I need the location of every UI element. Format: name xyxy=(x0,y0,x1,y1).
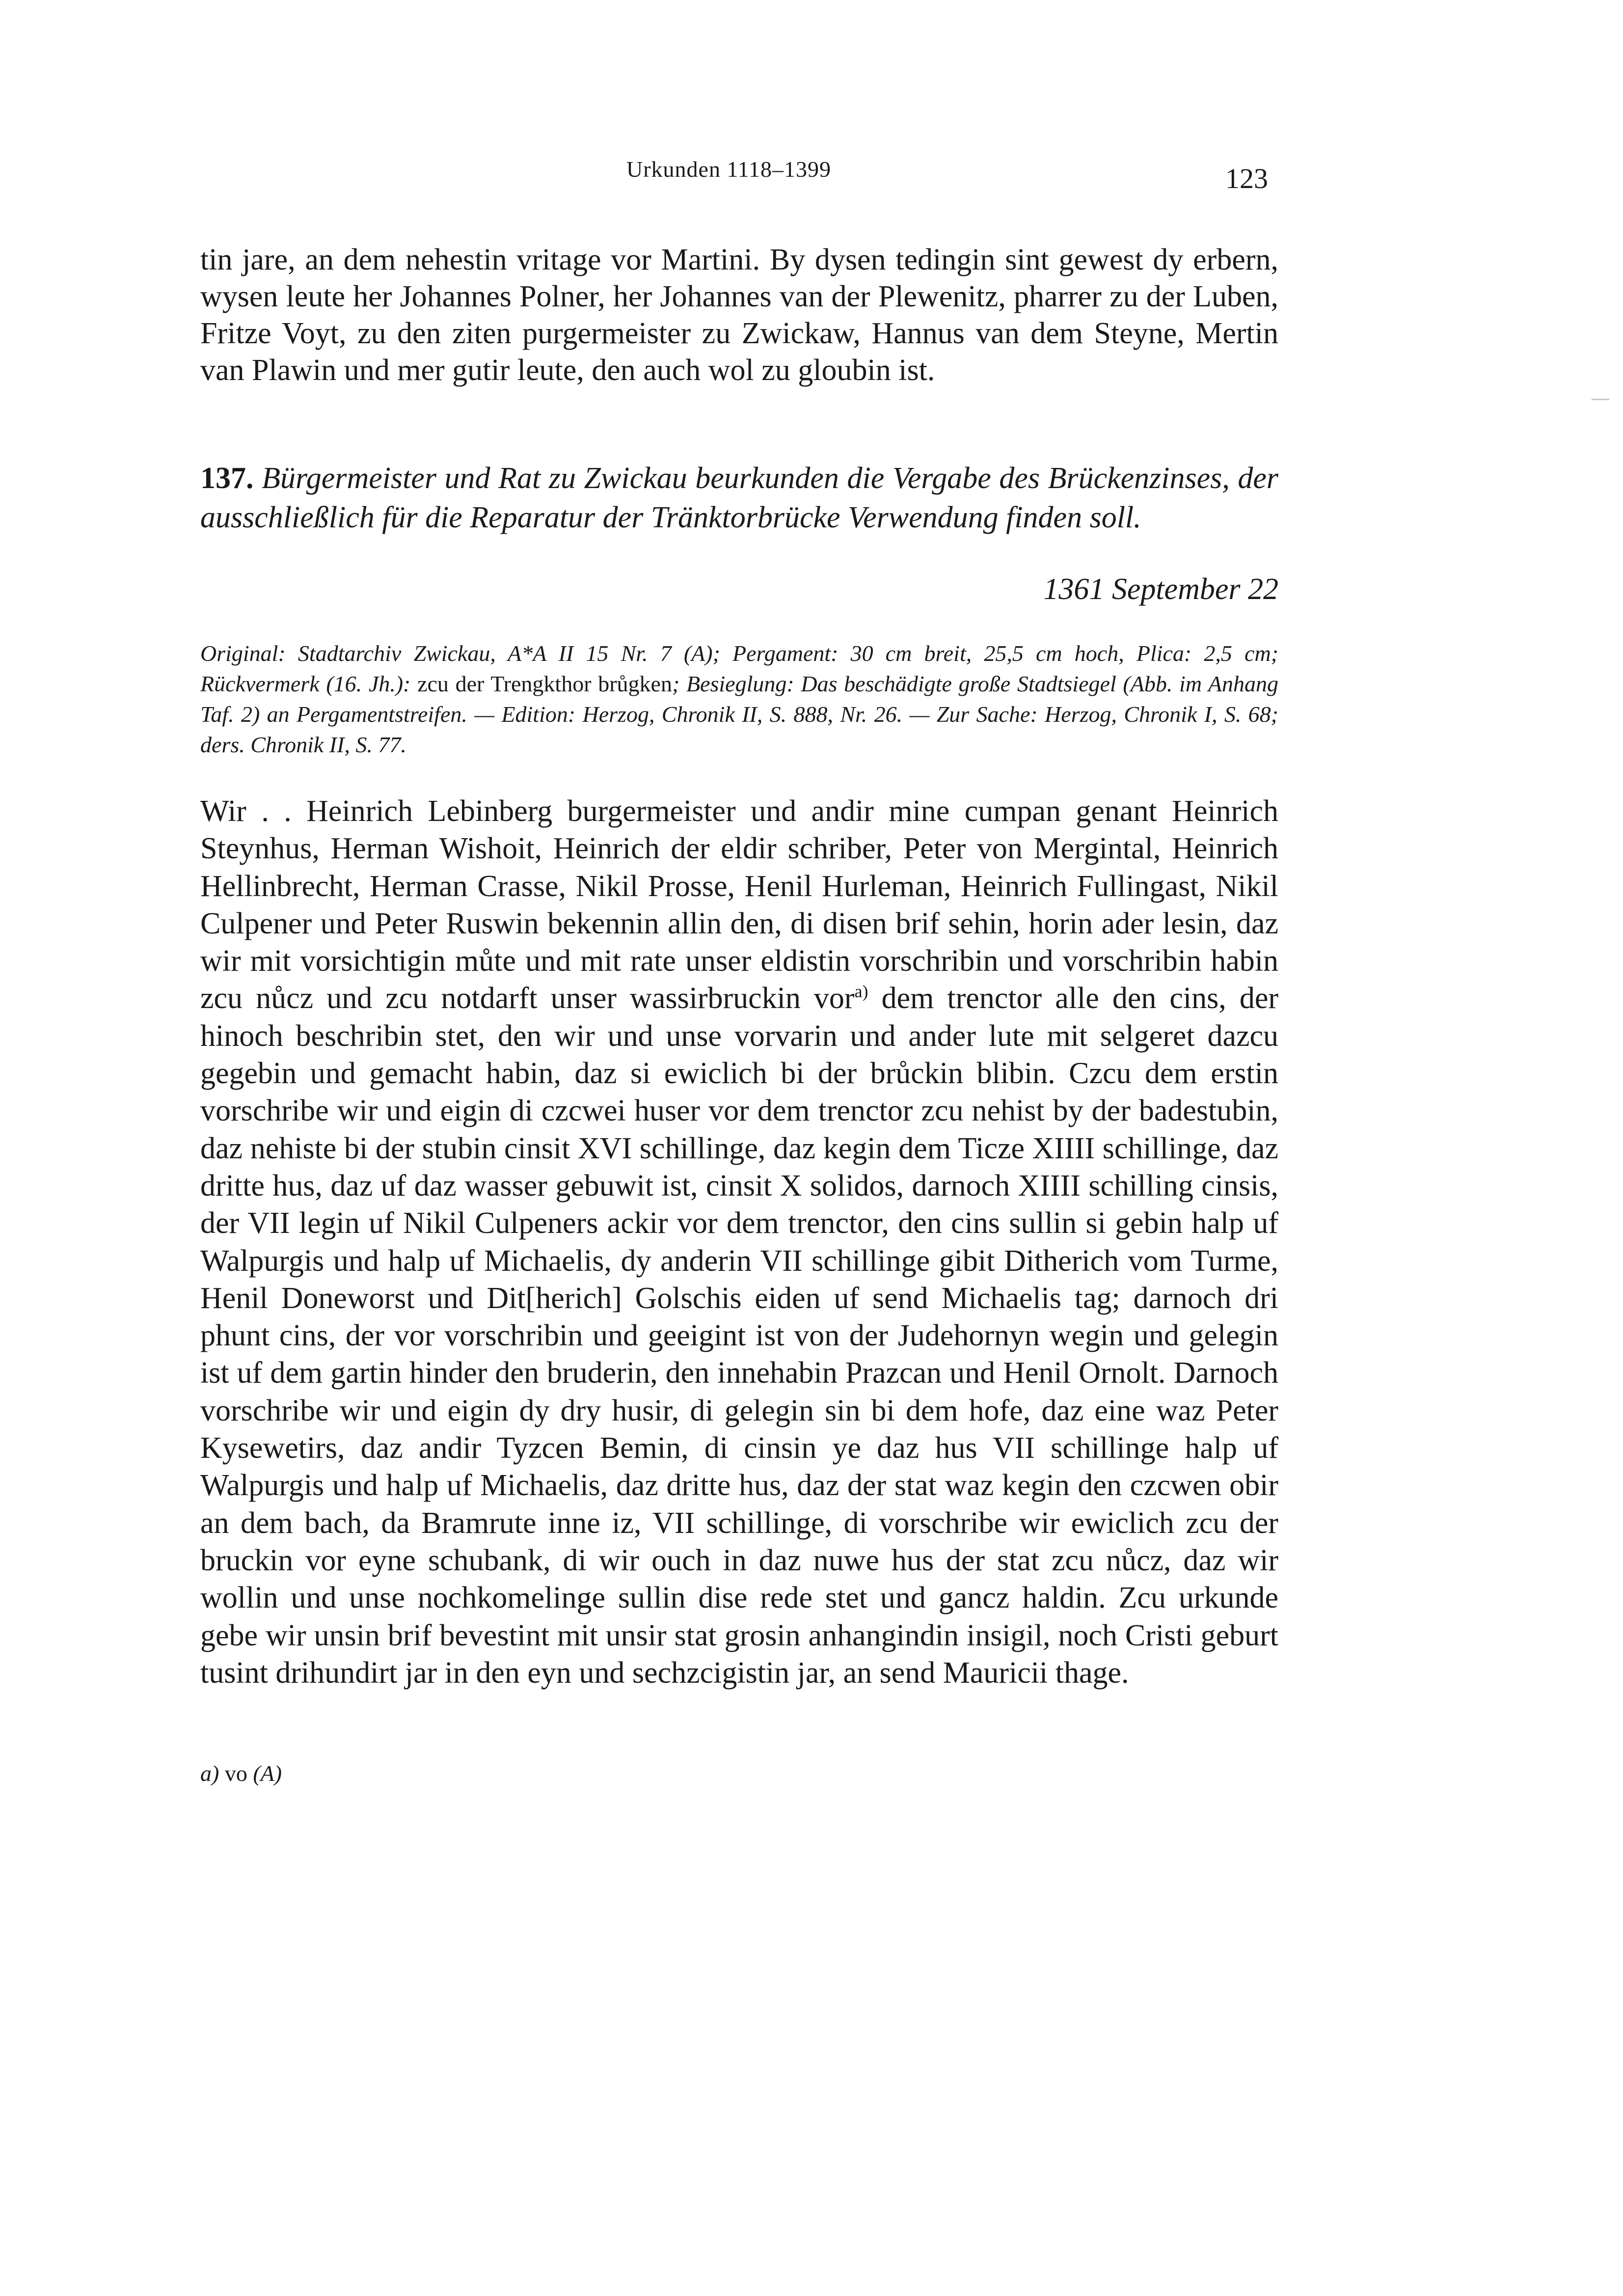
source-note-part1: Original: Stadtarchiv Zwickau, A*A II 15 Nr. 7 (A); Pergament: 30 cm breit, 25,5 cm hoch, Plica: 2,5 cm; Rückvermerk (16. Jh.): xyxy=(200,641,1278,696)
dorsal-note: zcu der Trengkthor brůgken xyxy=(417,671,672,696)
charter-date: 1361 September 22 xyxy=(1043,573,1278,606)
previous-charter-text: tin jare, an dem nehestin vritage vor Martini. By dysen tedingin sint gewest dy erbern, wysen leute her Johannes Polner, her Johannes van der Plewenitz, pharrer zu der Luben, Fritze Voyt, zu den ziten purgermeister zu Zwickaw, Hannus van dem Steyne, Mertin van Plawin und mer gutir leute, den auch wol zu gloubin ist. xyxy=(200,243,1278,387)
charter-heading xyxy=(200,459,1278,537)
charter-regest: Bürgermeister und Rat zu Zwickau beurkunden die Vergabe des Brückenzinses, der ausschließlich für die Reparatur der Tränktorbrücke Verwendung finden soll. xyxy=(200,462,1278,534)
source-note-part2: ; Besieglung: Das beschädigte große Stadtsiegel (Abb. im Anhang Taf. 2) an Pergamentstreifen. — Edition: Herzog, Chronik II, S. 888, Nr. 26. — Zur Sache: Herzog, Chronik I, S. 68; ders. Chronik II, S. 77. xyxy=(200,671,1278,757)
footnote xyxy=(200,1760,282,1786)
source-note xyxy=(200,638,1278,760)
charter-text-part1: Wir . . Heinrich Lebinberg burgermeister und andir mine cumpan genant Heinrich Steynhus, Herman Wishoit, Heinrich der eldir schriber, Peter von Mergintal, Heinrich Hellinbrecht, Herman Crasse, Nikil Prosse, Henil Hurleman, Heinrich Fullingast, Nikil Culpener und Peter Ruswin bekennin allin den, di disen brif sehin, horin ader lesin, daz wir mit vorsichtigin můte und mit rate unser eldistin vorschribin und vorschribin habin zcu nůcz und zcu notdarft unser wassirbruckin vor xyxy=(200,794,1278,1015)
charter-text-part2: dem trenctor alle den cins, der hinoch beschribin stet, den wir und unse vorvarin und ander lute mit selgeret dazcu gegebin und gemacht habin, daz si ewiclich bi der brůckin blibin. Czcu dem erstin vorschribe wir und eigin di czcwei huser vor dem trenctor zcu nehist by der badestubin, daz nehiste bi der stubin cinsit XVI schillinge, daz kegin dem Ticze XIIII schillinge, daz dritte hus, daz uf daz wasser gebuwit ist, cinsit X solidos, darnoch XIIII schilling cinsis, der VII legin uf Nikil Culpeners ackir vor dem trenctor, den cins sullin si gebin halp uf Walpurgis und halp uf Michaelis, dy anderin VII schillinge gibit Ditherich vom Turme, Henil Doneworst und Dit[herich] Golschis eiden uf send Michaelis tag; darnoch dri phunt cins, der vor vorschribin und geeigint ist von der Judehornyn wegin und gelegin ist uf dem gartin hinder den bruderin, den innehabin Prazcan und Henil Ornolt. Darnoch vorschribe wir und eigin dy dry husir, di gelegin sin bi dem hofe, daz eine waz Peter Kysewetirs, daz andir Tyzcen Bemin, di cinsin ye daz hus VII schillinge halp uf Walpurgis und halp uf Michaelis, daz dritte hus, daz der stat waz kegin den czcwen obir an dem bach, da Bramrute inne iz, VII schillinge, di vorschribe wir ewiclich zcu der bruckin vor eyne schubank, di wir ouch in daz nuwe hus der stat zcu nůcz, daz wir wollin und unse nochkomelinge sullin dise rede stet und gancz haldin. Zcu urkunde gebe wir unsin brif bevestint mit unsir stat grosin anhangindin insigil, noch Cristi geburt tusint drihundirt jar in den eyn und sechzcigistin jar, an send Mauricii thage. xyxy=(200,982,1278,1690)
footnote-marker: a) xyxy=(200,1761,219,1786)
footnote-text: vo xyxy=(224,1761,247,1786)
charter-text xyxy=(200,793,1278,1692)
running-head: Urkunden 1118–1399 xyxy=(626,157,832,182)
margin-mark xyxy=(1592,399,1609,400)
footnote-siglum: (A) xyxy=(253,1761,282,1786)
footnote-reference: a) xyxy=(854,982,868,1002)
charter-number: 137. xyxy=(200,462,254,495)
page-number: 123 xyxy=(1225,163,1268,194)
